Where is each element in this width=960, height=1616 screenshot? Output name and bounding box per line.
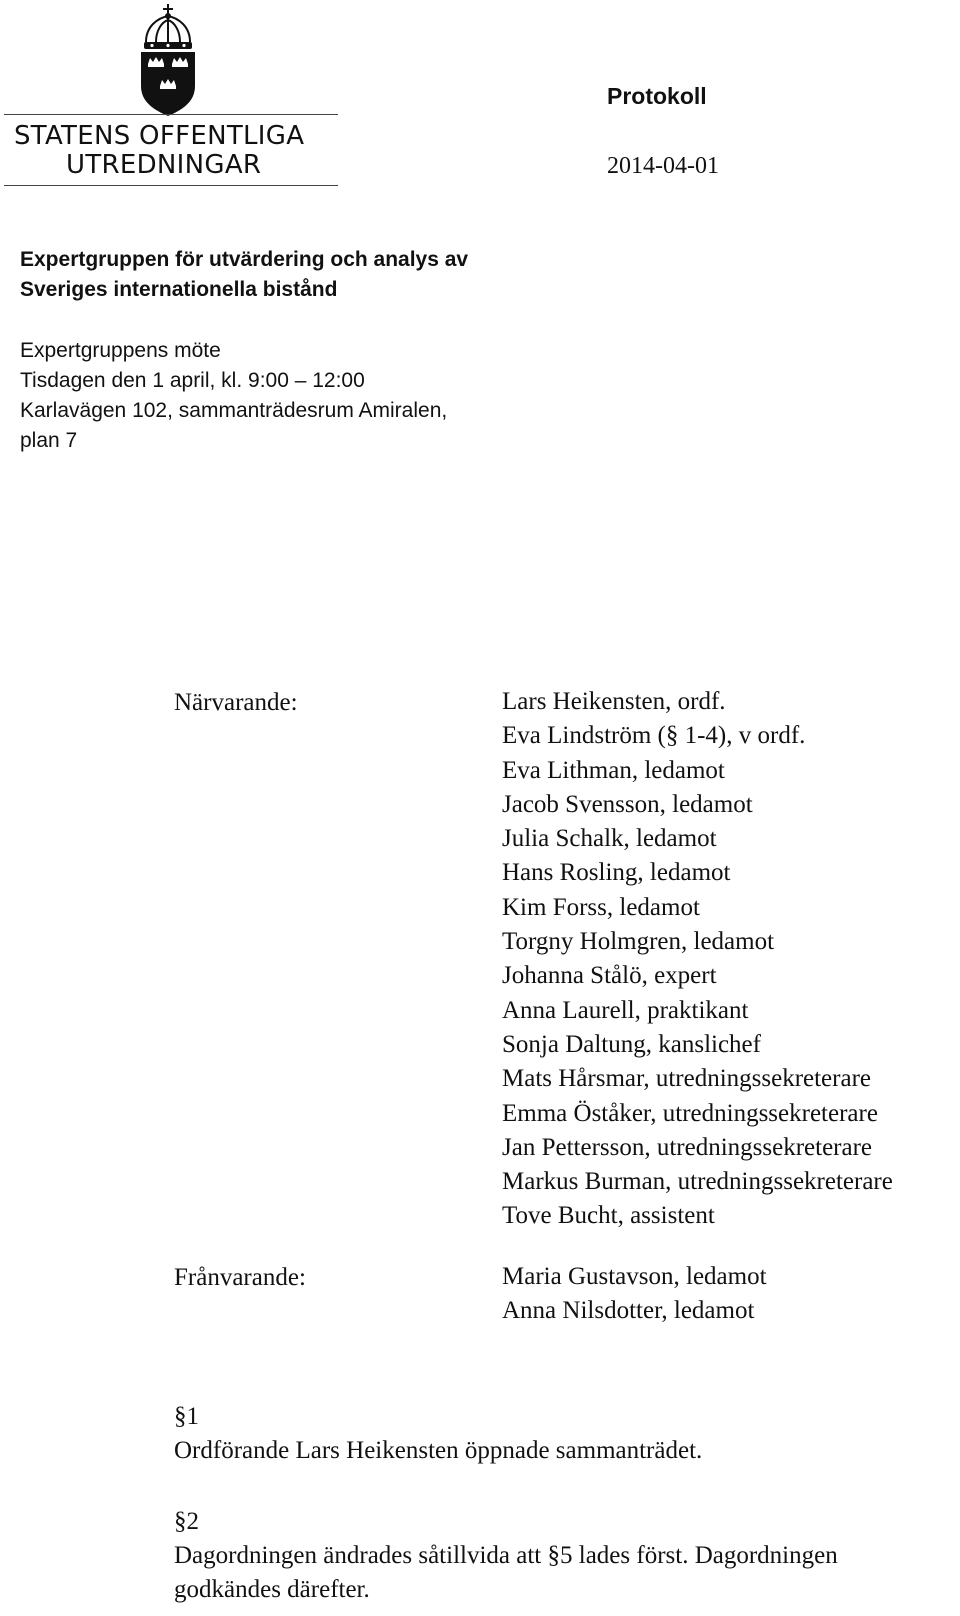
list-item: Sonja Daltung, kanslichef bbox=[502, 1030, 761, 1058]
org-name-line-1: STATENS OFFENTLIGA bbox=[14, 121, 305, 151]
list-item: Jacob Svensson, ledamot bbox=[502, 790, 753, 818]
list-item: Markus Burman, utredningssekreterare bbox=[502, 1168, 893, 1196]
list-item: Julia Schalk, ledamot bbox=[502, 825, 717, 853]
present-list bbox=[502, 685, 893, 1234]
document-date: 2014-04-01 bbox=[607, 153, 719, 179]
section-heading: §2 bbox=[174, 1508, 199, 1535]
list-item: Johanna Stålö, expert bbox=[502, 962, 717, 990]
list-item: Jan Pettersson, utredningssekreterare bbox=[502, 1133, 873, 1161]
list-item: Kim Forss, ledamot bbox=[502, 893, 700, 921]
absent-label: Frånvarande: bbox=[174, 1264, 306, 1291]
meeting-title: Expertgruppens möte bbox=[20, 339, 221, 362]
section-body: Dagordningen ändrades såtillvida att §5 lades först. Dagordningen godkändes därefter. bbox=[174, 1542, 838, 1603]
list-item: Lars Heikensten, ordf. bbox=[502, 688, 726, 715]
section-heading: §1 bbox=[174, 1403, 199, 1430]
list-item: Mats Hårsmar, utredningssekreterare bbox=[502, 1065, 871, 1093]
group-name-line-1: Expertgruppen för utvärdering och analys av bbox=[20, 248, 469, 271]
meeting-location-line-2: plan 7 bbox=[20, 429, 78, 452]
meeting-info bbox=[20, 336, 520, 456]
org-name-line-2: UTREDNINGAR bbox=[66, 150, 262, 180]
section-2 bbox=[174, 1505, 944, 1607]
section-body: Ordförande Lars Heikensten öppnade sammanträdet. bbox=[174, 1437, 703, 1464]
logo-divider-bottom bbox=[4, 185, 338, 186]
group-name-line-2: Sveriges internationella bistånd bbox=[20, 278, 338, 301]
list-item: Anna Laurell, praktikant bbox=[502, 996, 749, 1024]
list-item: Eva Lindström (§ 1-4), v ordf. bbox=[502, 722, 806, 750]
meeting-location-line-1: Karlavägen 102, sammanträdesrum Amiralen, bbox=[20, 399, 448, 422]
government-logo bbox=[0, 0, 340, 190]
present-label: Närvarande: bbox=[174, 689, 298, 716]
list-item: Torgny Holmgren, ledamot bbox=[502, 928, 775, 956]
logo-divider-top bbox=[4, 114, 338, 115]
absent-list bbox=[502, 1260, 767, 1329]
list-item: Anna Nilsdotter, ledamot bbox=[502, 1297, 755, 1325]
list-item: Eva Lithman, ledamot bbox=[502, 756, 725, 784]
section-1 bbox=[174, 1400, 944, 1468]
list-item: Maria Gustavson, ledamot bbox=[502, 1263, 767, 1290]
group-name bbox=[20, 245, 468, 305]
list-item: Hans Rosling, ledamot bbox=[502, 859, 731, 887]
meeting-time: Tisdagen den 1 april, kl. 9:00 – 12:00 bbox=[20, 369, 365, 392]
crown-shield-emblem-icon bbox=[136, 2, 200, 126]
organization-name bbox=[14, 122, 334, 180]
document-type: Protokoll bbox=[607, 83, 707, 109]
list-item: Tove Bucht, assistent bbox=[502, 1202, 715, 1230]
list-item: Emma Öståker, utredningssekreterare bbox=[502, 1099, 878, 1127]
